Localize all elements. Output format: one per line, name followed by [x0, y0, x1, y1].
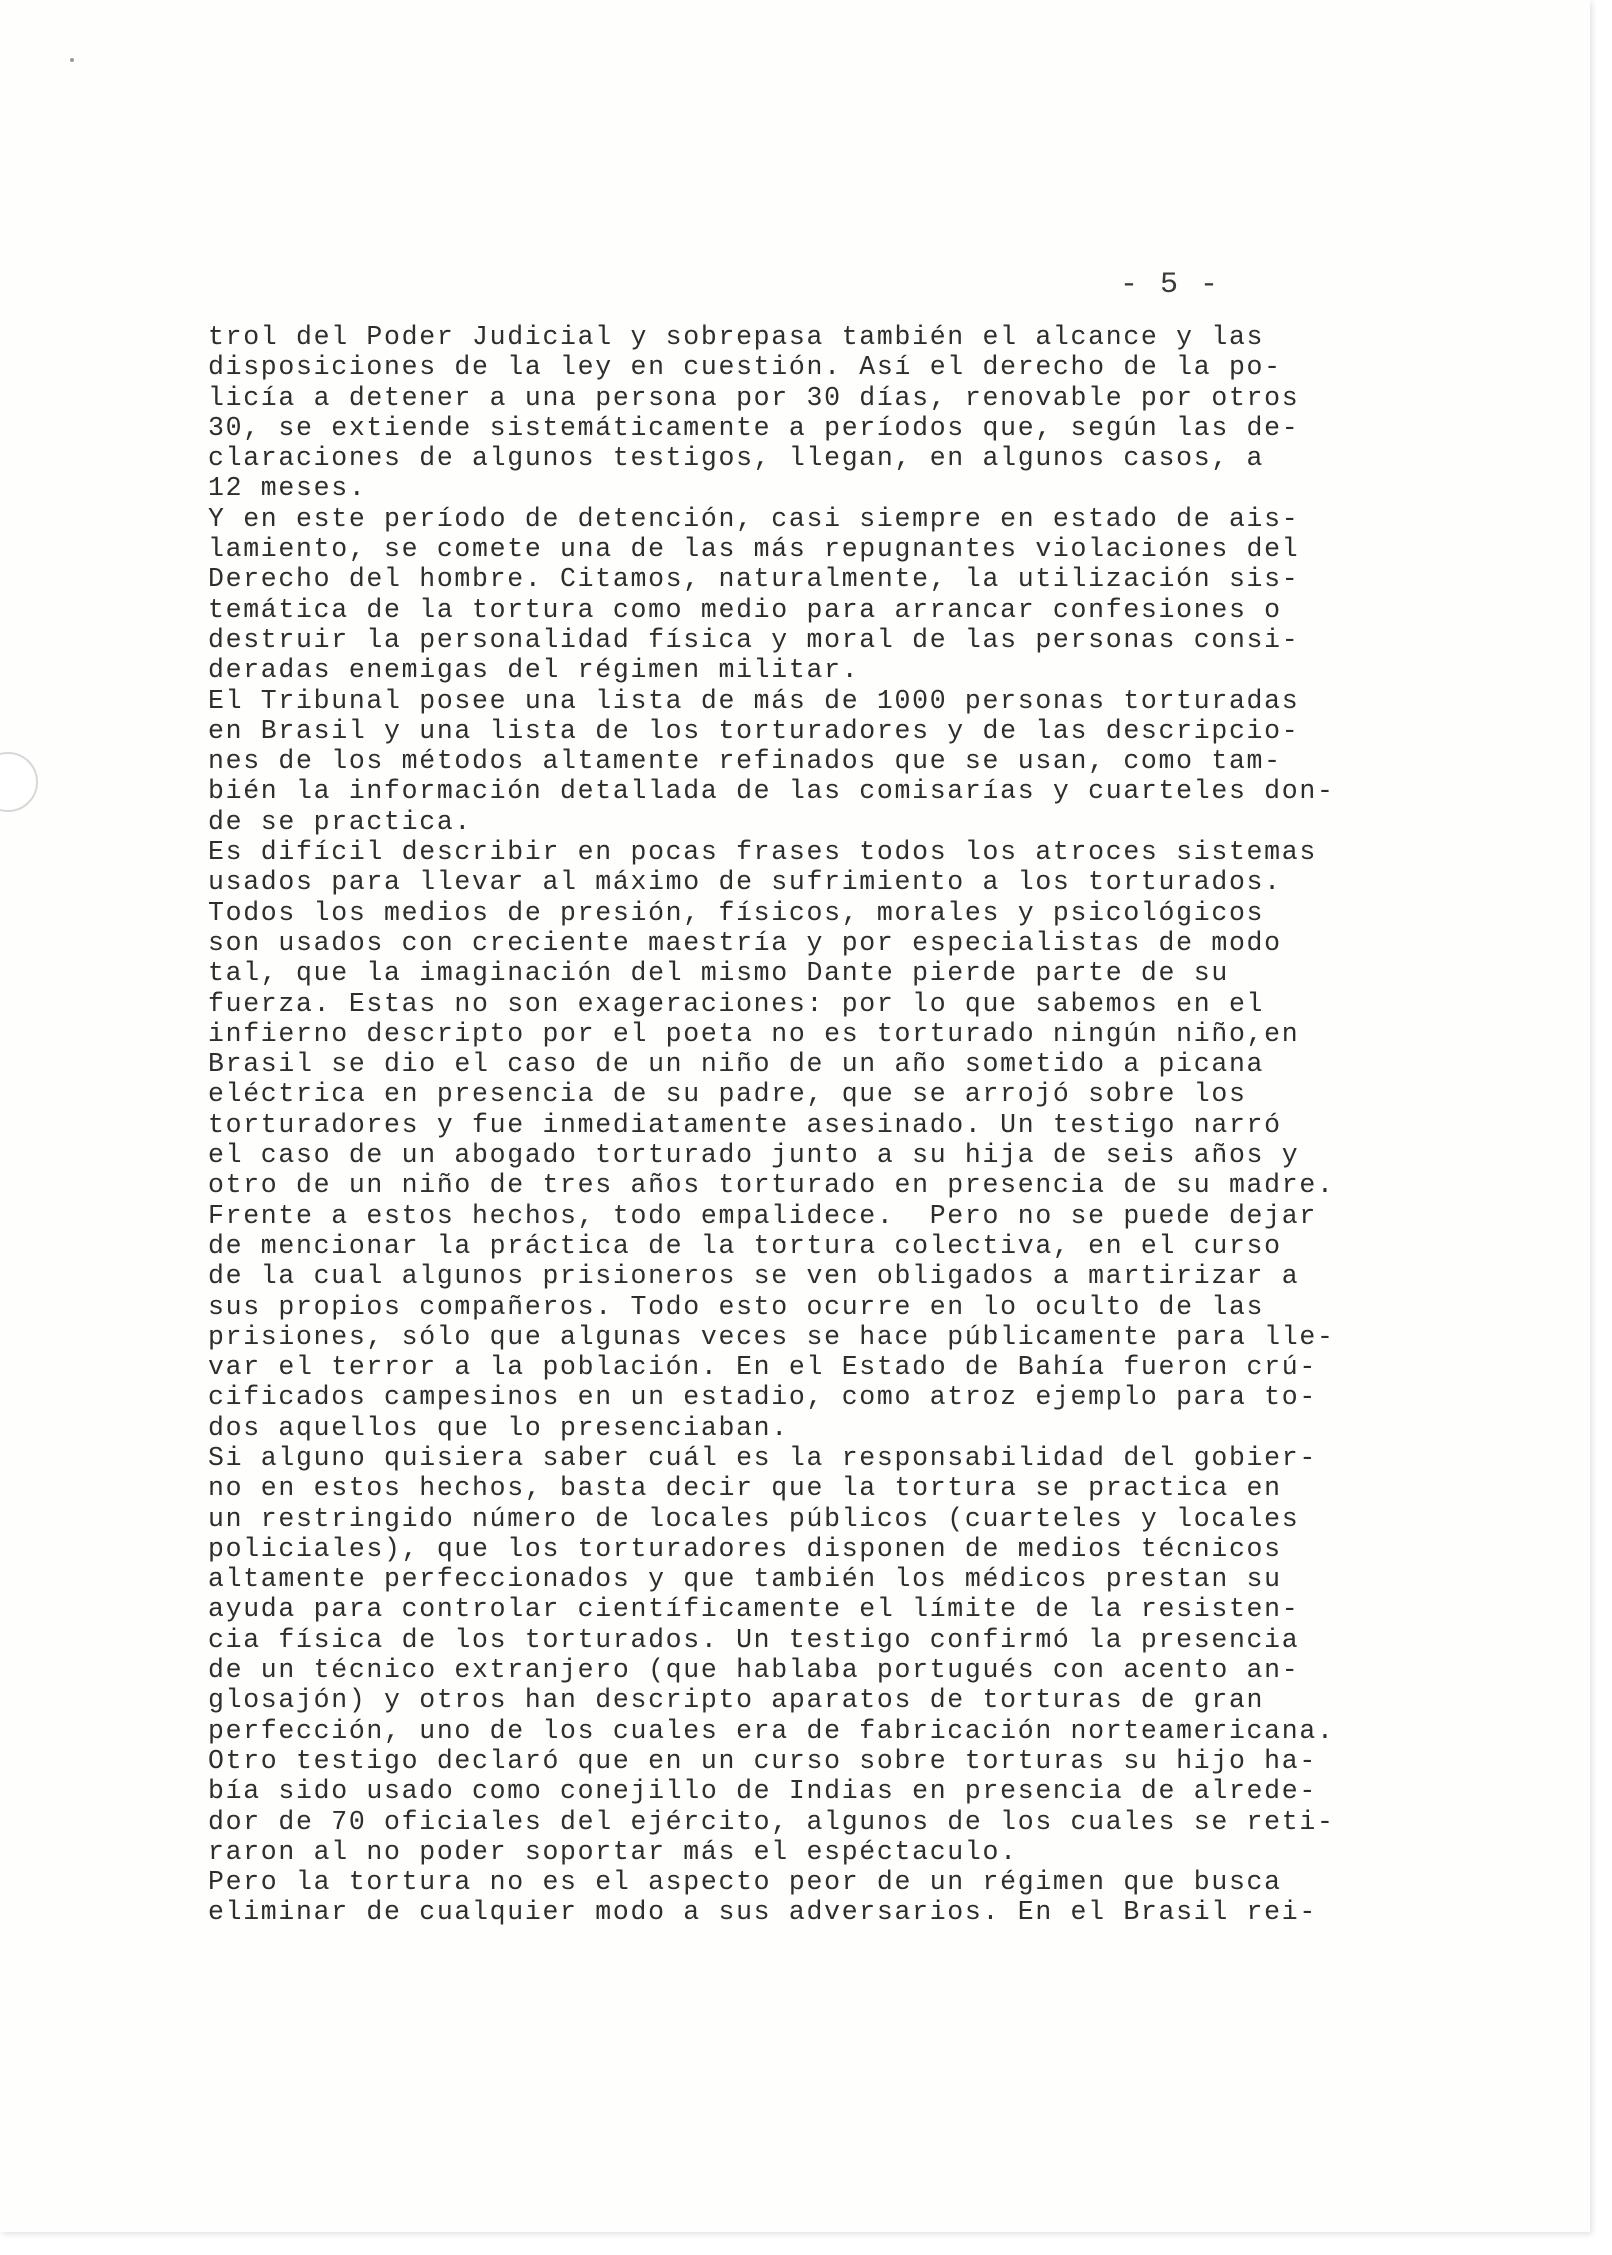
text-line: raron al no poder soportar más el espéctaculo.: [208, 1836, 1018, 1867]
text-line: fuerza. Estas no son exageraciones: por lo que sabemos en el: [208, 988, 1265, 1019]
text-line: altamente perfeccionados y que también los médicos prestan su: [208, 1564, 1282, 1595]
text-line: otro de un niño de tres años torturado en presencia de su madre.: [208, 1170, 1335, 1201]
text-line: Frente a estos hechos, todo empalidece. Pero no se puede dejar: [208, 1200, 1317, 1231]
text-line: temática de la tortura como medio para arrancar confesiones o: [208, 594, 1282, 625]
text-line: 30, se extiende sistemáticamente a períodos que, según las de-: [208, 412, 1300, 443]
text-line: de mencionar la práctica de la tortura colectiva, en el curso: [208, 1230, 1282, 1261]
text-line: no en estos hechos, basta decir que la tortura se practica en: [208, 1473, 1282, 1504]
text-line: nes de los métodos altamente refinados que se usan, como tam-: [208, 746, 1282, 777]
text-line: bía sido usado como conejillo de Indias en presencia de alrede-: [208, 1776, 1317, 1807]
text-line: un restringido número de locales públicos (cuarteles y locales: [208, 1503, 1300, 1534]
text-line: tal, que la imaginación del mismo Dante pierde parte de su: [208, 958, 1229, 989]
text-line: deradas enemigas del régimen militar.: [208, 655, 860, 686]
text-line: sus propios compañeros. Todo esto ocurre en lo oculto de las: [208, 1291, 1265, 1322]
text-line: en Brasil y una lista de los torturadores y de las descripcio-: [208, 715, 1300, 746]
text-line: El Tribunal posee una lista de más de 1000 personas torturadas: [208, 685, 1300, 716]
text-line: de se practica.: [208, 806, 473, 837]
text-line: glosajón) y otros han descripto aparatos de torturas de gran: [208, 1685, 1265, 1716]
text-line: el caso de un abogado torturado junto a su hija de seis años y: [208, 1140, 1300, 1171]
text-line: 12 meses.: [208, 473, 367, 504]
text-line: Brasil se dio el caso de un niño de un año sometido a picana: [208, 1049, 1265, 1080]
text-line: var el terror a la población. En el Estado de Bahía fueron crú-: [208, 1352, 1317, 1383]
text-line: cificados campesinos en un estadio, como atroz ejemplo para to-: [208, 1382, 1317, 1413]
text-line: Si alguno quisiera saber cuál es la responsabilidad del gobier-: [208, 1442, 1317, 1473]
text-line: Pero la tortura no es el aspecto peor de un régimen que busca: [208, 1867, 1282, 1898]
text-line: disposiciones de la ley en cuestión. Así el derecho de la po-: [208, 352, 1282, 383]
text-line: Es difícil describir en pocas frases todos los atroces sistemas: [208, 837, 1317, 868]
body-text: [208, 322, 1458, 1928]
text-line: dor de 70 oficiales del ejército, algunos de los cuales se reti-: [208, 1806, 1335, 1837]
text-line: cia física de los torturados. Un testigo confirmó la presencia: [208, 1624, 1300, 1655]
text-line: de la cual algunos prisioneros se ven obligados a martirizar a: [208, 1261, 1300, 1292]
text-line: ayuda para controlar científicamente el límite de la resisten-: [208, 1594, 1300, 1625]
text-line: claraciones de algunos testigos, llegan, en algunos casos, a: [208, 443, 1265, 474]
text-line: prisiones, sólo que algunas veces se hace públicamente para lle-: [208, 1321, 1335, 1352]
punch-hole: [0, 752, 38, 812]
text-line: eliminar de cualquier modo a sus adversarios. En el Brasil rei-: [208, 1897, 1317, 1928]
page-number: - 5 -: [1120, 268, 1221, 302]
text-line: lamiento, se comete una de las más repugnantes violaciones del: [208, 534, 1300, 565]
text-line: destruir la personalidad física y moral de las personas consi-: [208, 624, 1300, 655]
text-line: Todos los medios de presión, físicos, morales y psicológicos: [208, 897, 1265, 928]
text-line: usados para llevar al máximo de sufrimiento a los torturados.: [208, 867, 1282, 898]
text-line: Derecho del hombre. Citamos, naturalmente, la utilización sis-: [208, 564, 1300, 595]
text-line: infierno descripto por el poeta no es torturado ningún niño,en: [208, 1018, 1300, 1049]
text-line: dos aquellos que lo presenciaban.: [208, 1412, 789, 1443]
text-line: Y en este período de detención, casi siempre en estado de ais-: [208, 503, 1300, 534]
text-line: de un técnico extranjero (que hablaba portugués con acento an-: [208, 1655, 1300, 1686]
text-line: eléctrica en presencia de su padre, que se arrojó sobre los: [208, 1079, 1247, 1110]
text-line: torturadores y fue inmediatamente asesinado. Un testigo narró: [208, 1109, 1282, 1140]
text-line: bién la información detallada de las comisarías y cuarteles don-: [208, 776, 1335, 807]
text-line: trol del Poder Judicial y sobrepasa también el alcance y las: [208, 322, 1265, 352]
text-line: perfección, uno de los cuales era de fabricación norteamericana.: [208, 1715, 1335, 1746]
paper-speck: [70, 58, 74, 62]
text-line: policiales), que los torturadores disponen de medios técnicos: [208, 1533, 1282, 1564]
text-line: Otro testigo declaró que en un curso sobre torturas su hijo ha-: [208, 1745, 1317, 1776]
text-line: licía a detener a una persona por 30 días, renovable por otros: [208, 382, 1300, 413]
text-line: son usados con creciente maestría y por especialistas de modo: [208, 927, 1282, 958]
